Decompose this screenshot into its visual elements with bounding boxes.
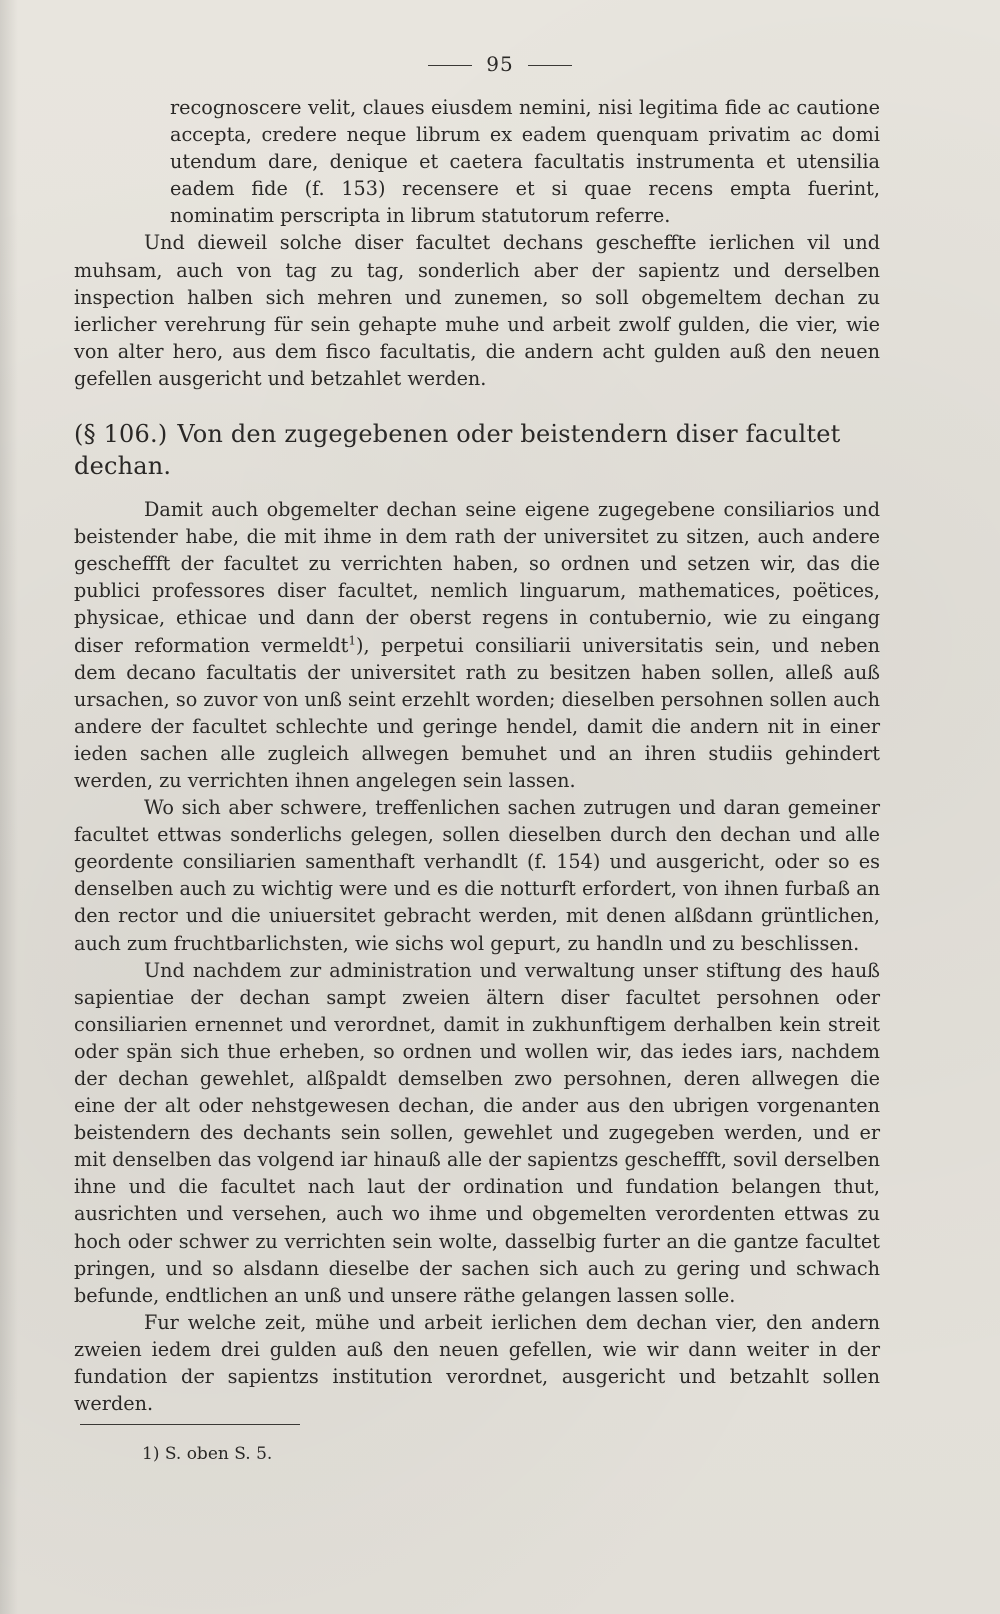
paragraph: Und nachdem zur administration und verwaltung unser stiftung des hauß sapientiae der dechan sampt zweien ältern diser facultet persohnen oder consiliarien ernennet und verordnet, damit in zukhunftigem derhalben kein streit oder spän sich thue erheben, so ordnen und wollen wir, das iedes iars, nachdem der dechan gewehlet, alßpaldt demselben zwo persohnen, deren allwegen die eine der alt oder nehstgewesen dechan, die ander aus den ubrigen vorgenanten beistendern des dechants sein sollen, gewehlet und zugegeben werden, und er mit denselben das volgend iar hinauß alle der sapientzs gescheffft, sovil derselben ihne und die facultet nach laut der ordination und fundation belangen thut, ausrichten und versehen, auch wo ihme und obgemelten verordenten ettwas zu hoch oder schwer zu verrichten sein wolte, dasselbig furter an die gantze facultet pringen, und so alsdann dieselbe der sachen sich auch zu gering und schwach befunde, endtlichen an unß und unsere räthe gelangen lassen solle.	[74, 958, 880, 1307]
footnote-separator	[80, 1424, 300, 1425]
paragraph: Und dieweil solche diser facultet dechans gescheffte ierlichen vil und muhsam, auch von tag zu tag, sonderlich aber der sapientz und derselben inspection halben sich mehren und zunemen, so soll obgemeltem dechan zu ierlicher verehrung für sein gehapte muhe und arbeit zwolf gulden, die vier, wie von alter hero, aus dem fisco facultatis, die andern acht gulden auß den neuen gefellen ausgericht und betzahlet werden.	[74, 231, 880, 390]
body-text	[74, 94, 880, 1417]
footnote: 1) S. oben S. 5.	[142, 1444, 273, 1464]
header-rule-right	[528, 65, 572, 66]
page-header	[0, 52, 1000, 76]
page-number: 95	[486, 52, 514, 76]
header-rule-left	[428, 65, 472, 66]
section-heading	[74, 418, 880, 482]
section-title: Von den zugegebenen oder beistendern diser facultet dechan.	[74, 420, 841, 481]
section-number: (§ 106.)	[74, 420, 168, 449]
paragraph: Fur welche zeit, mühe und arbeit ierlichen dem dechan vier, den andern zweien iedem drei gulden auß den neuen gefellen, wie wir dann weiter in der fundation der sapientzs institution verordnet, ausgericht und betzahlt sollen werden.	[74, 1310, 880, 1416]
footnote-marker[interactable]: 1	[348, 633, 357, 648]
paragraph-text: Damit auch obgemelter dechan seine eigene zugegebene consiliarios und beistender habe, die mit ihme in dem rath der universitet zu sitzen, auch andere gescheffft der facultet zu verrichten haben, so ordnen und setzen wir, das die publici professores diser facultet, nemlich linguarum, mathematices, poëtices, physicae, ethicae und dann der oberst regens in contubernio, wie zu eingang diser reformation vermeldt	[74, 498, 880, 657]
paragraph	[74, 496, 880, 794]
paragraph-text: ), perpetui consiliarii universitatis sein, und neben dem decano facultatis der universitet rath zu besitzen haben sollen, alleß auß ursachen, so zuvor von unß seint erzehlt worden; dieselben persohnen sollen auch andere der facultet schlechte und geringe hendel, damit die andern nit in einer ieden sachen alle zugleich allwegen bemuhet und an ihren studiis gehindert werden, zu verrichten ihnen angelegen sein lassen.	[74, 633, 880, 792]
paragraph-continued: recognoscere velit, claues eiusdem nemini, nisi legitima fide ac cautione accepta, credere neque librum ex eadem quenquam privatim ac domi utendum dare, denique et caetera facultatis instrumenta et utensilia eadem fide (f. 153) recensere et si quae recens empta fuerint, nominatim perscripta in librum statutorum referre.	[170, 96, 880, 228]
paragraph: Wo sich aber schwere, treffenlichen sachen zutrugen und daran gemeiner facultet ettwas sonderlichs gelegen, sollen dieselben durch den dechan und alle geordente consiliarien samenthaft verhandlt (f. 154) und ausgericht, oder so es denselben auch zu wichtig were und es die notturft erfordert, von ihnen furbaß an den rector und die uniuersitet gebracht werden, mit denen alßdann grüntlichen, auch zum fruchtbarlichsten, wie sichs wol gepurt, zu handln und zu beschlissen.	[74, 796, 880, 955]
